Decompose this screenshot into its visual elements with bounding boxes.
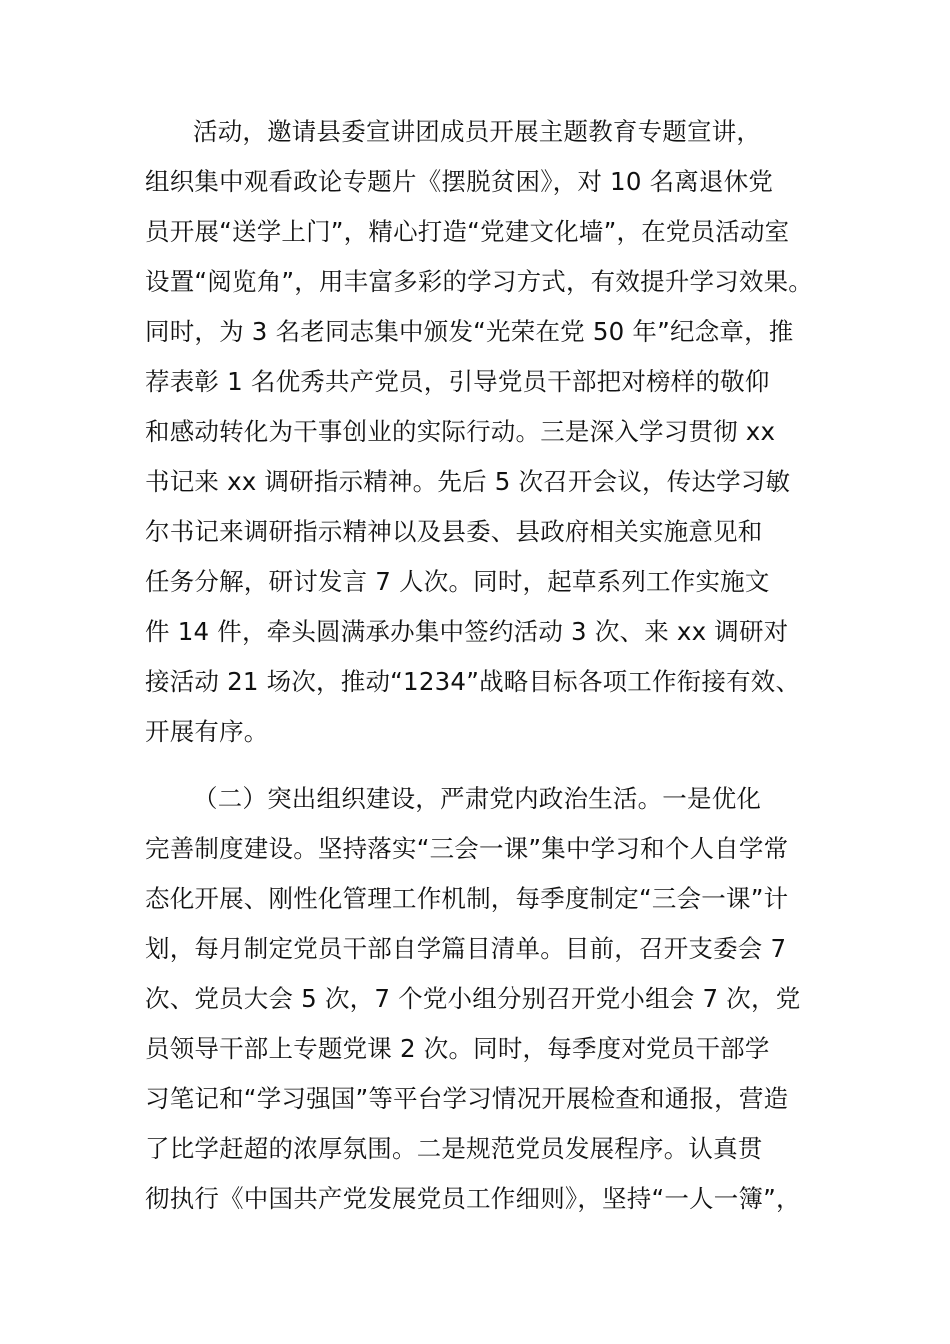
- paragraph-1-line-11: 件 14 件，牵头圆满承办集中签约活动 3 次、来 xx 调研对: [145, 617, 789, 646]
- paragraph-2-line-3: 态化开展、刚性化管理工作机制，每季度制定“三会一课”计: [145, 884, 789, 913]
- paragraph-1-line-6: 荐表彰 1 名优秀共产党员，引导党员干部把对榜样的敬仰: [145, 367, 770, 396]
- paragraph-2-line-4: 划，每月制定党员干部自学篇目清单。目前，召开支委会 7: [145, 934, 787, 963]
- paragraph-2-line-2: 完善制度建设。坚持落实“三会一课”集中学习和个人自学常: [145, 834, 789, 863]
- paragraph-1-line-5: 同时，为 3 名老同志集中颁发“光荣在党 50 年”纪念章，推: [145, 317, 794, 346]
- paragraph-2-line-8: 了比学赶超的浓厚氛围。二是规范党员发展程序。认真贯: [145, 1134, 763, 1163]
- paragraph-2-line-1: （二）突出组织建设，严肃党内政治生活。一是优化: [193, 784, 762, 813]
- paragraph-1-line-7: 和感动转化为干事创业的实际行动。三是深入学习贯彻 xx: [145, 417, 776, 446]
- paragraph-1-line-3: 员开展“送学上门”，精心打造“党建文化墙”，在党员活动室: [145, 217, 790, 246]
- paragraph-1-line-10: 任务分解，研讨发言 7 人次。同时，起草系列工作实施文: [145, 567, 770, 596]
- paragraph-1-line-13: 开展有序。: [145, 717, 269, 746]
- paragraph-1-line-4: 设置“阅览角”，用丰富多彩的学习方式，有效提升学习效果。: [145, 267, 813, 296]
- paragraph-1-line-12: 接活动 21 场次，推动“1234”战略目标各项工作衔接有效、: [145, 667, 801, 696]
- paragraph-2-line-7: 习笔记和“学习强国”等平台学习情况开展检查和通报，营造: [145, 1084, 789, 1113]
- paragraph-1-line-9: 尔书记来调研指示精神以及县委、县政府相关实施意见和: [145, 517, 763, 546]
- paragraph-1-line-2: 组织集中观看政论专题片《摆脱贫困》，对 10 名离退休党: [145, 167, 774, 196]
- paragraph-1-line-8: 书记来 xx 调研指示精神。先后 5 次召开会议，传达学习敏: [145, 467, 791, 496]
- paragraph-2-line-6: 员领导干部上专题党课 2 次。同时，每季度对党员干部学: [145, 1034, 770, 1063]
- paragraph-2-line-5: 次、党员大会 5 次，7 个党小组分别召开党小组会 7 次，党: [145, 984, 801, 1013]
- paragraph-2-line-9: 彻执行《中国共产党发展党员工作细则》，坚持“一人一簿”，: [145, 1184, 801, 1213]
- paragraph-1-line-1: 活动，邀请县委宣讲团成员开展主题教育专题宣讲，: [193, 117, 762, 146]
